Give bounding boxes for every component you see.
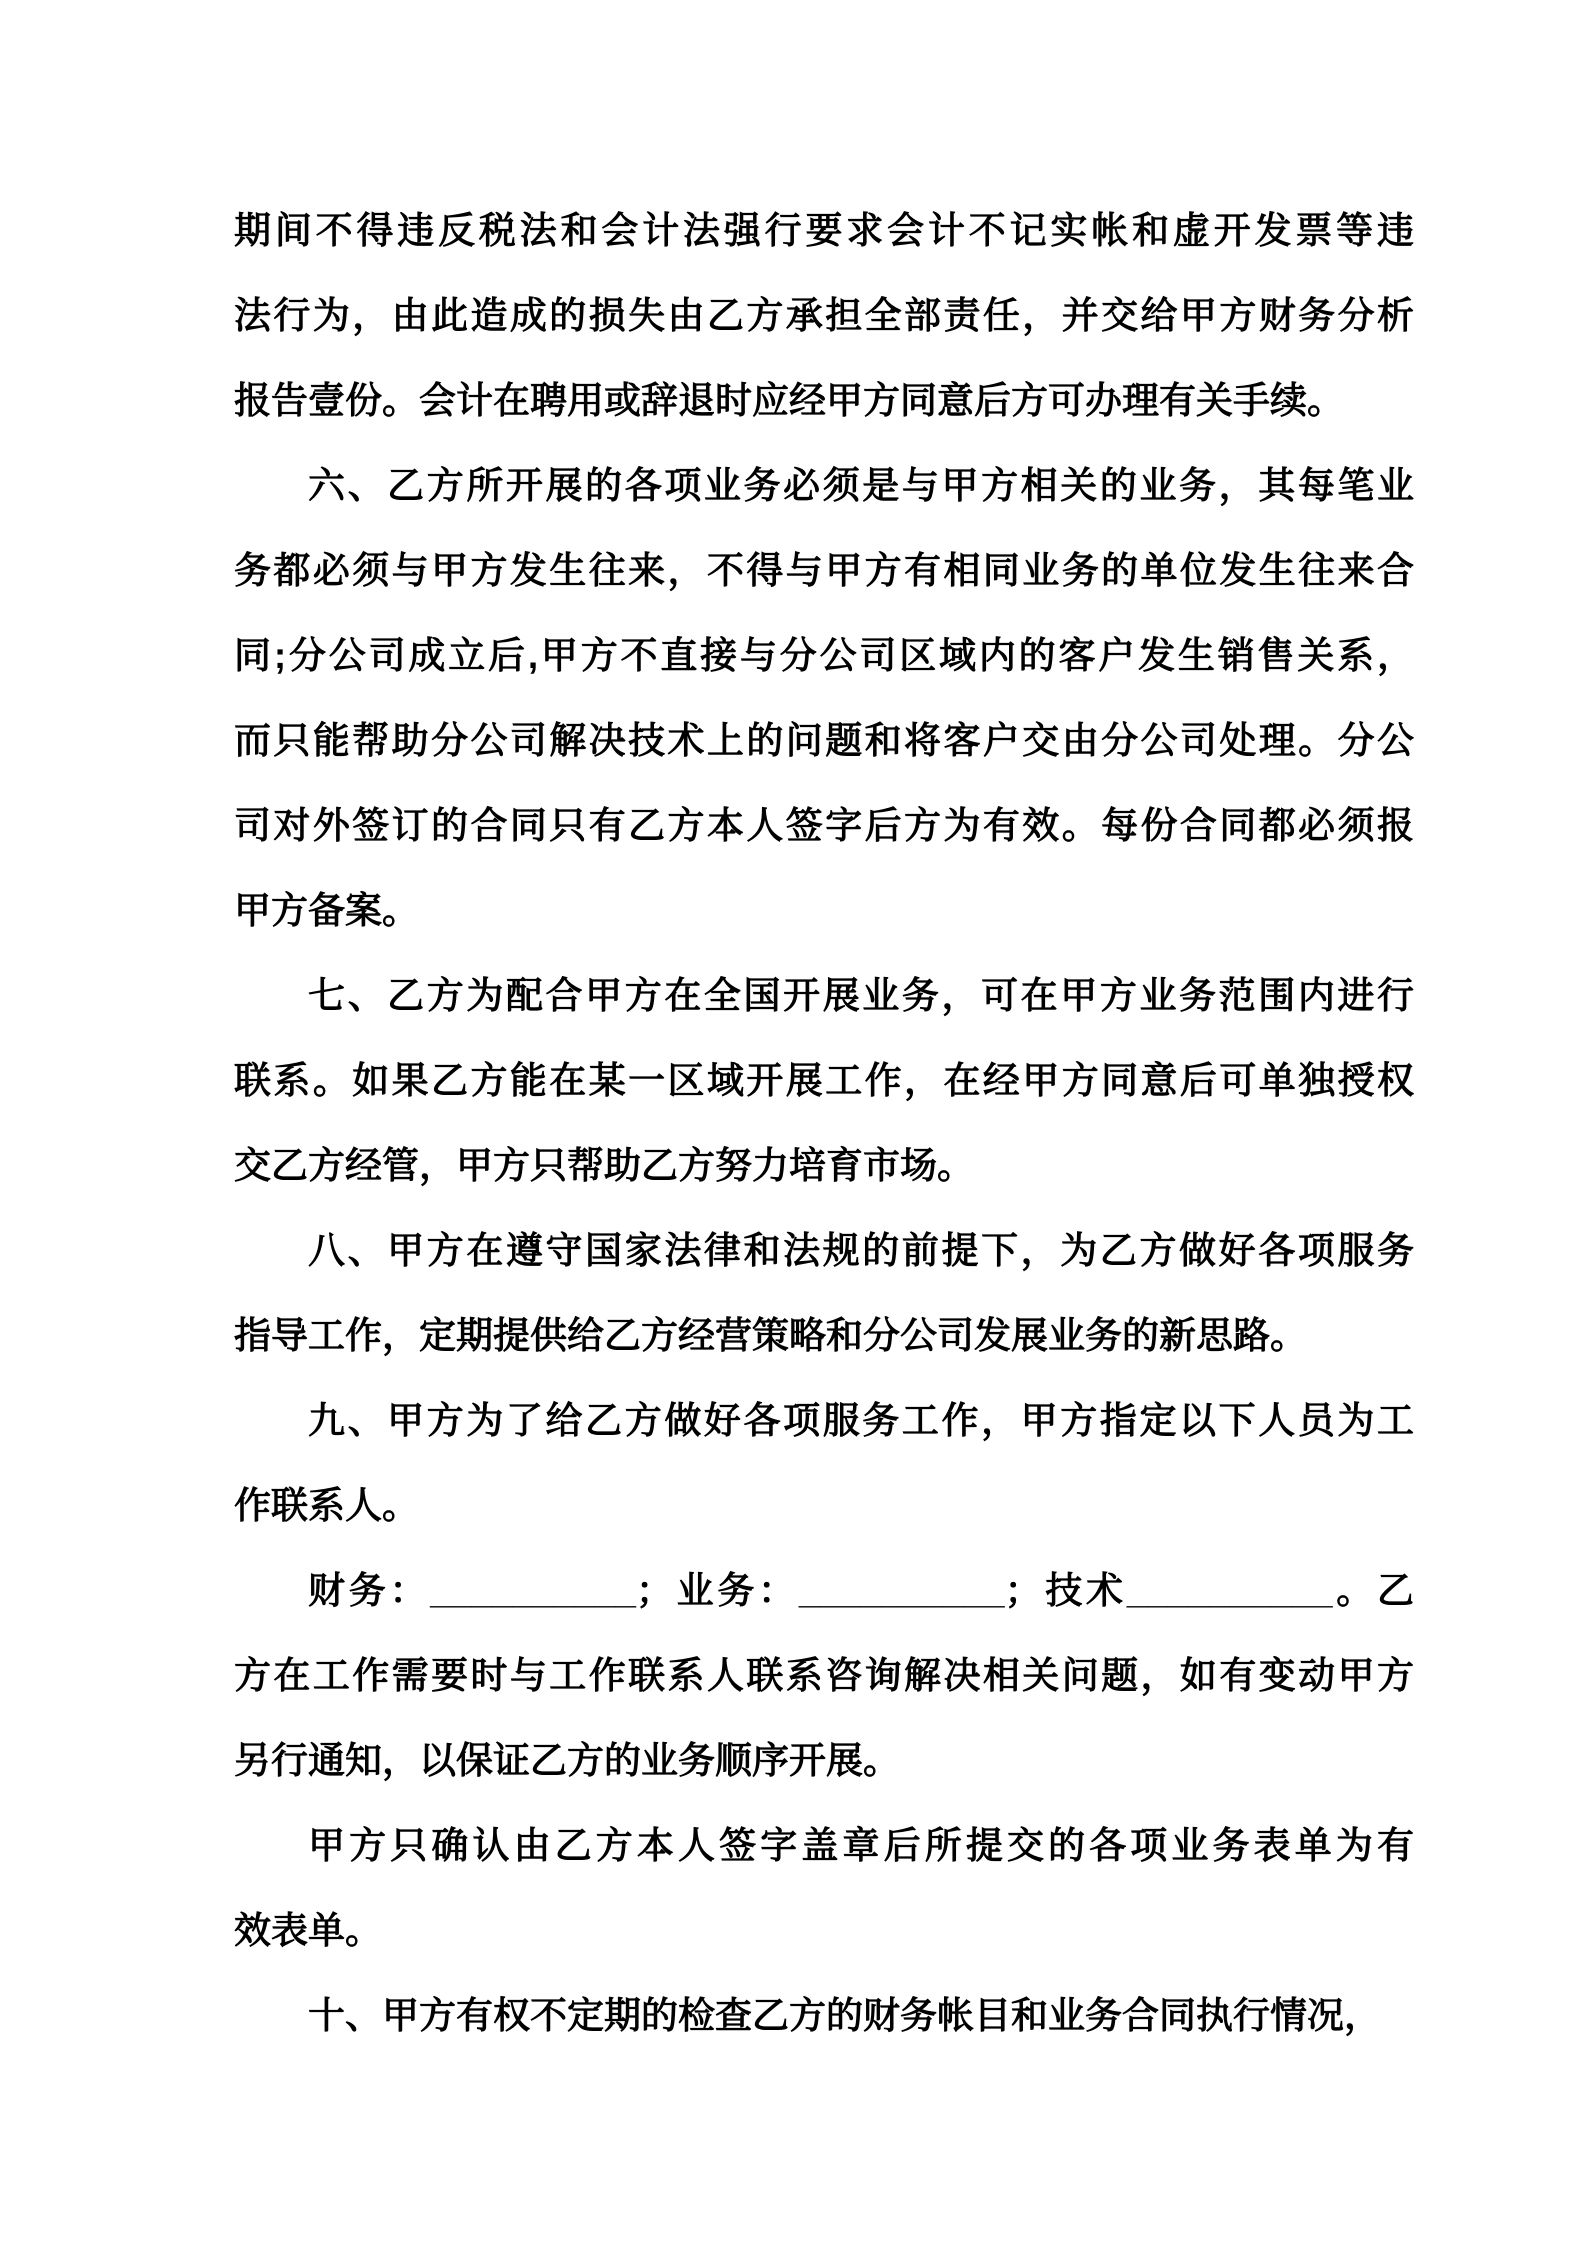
text-line: 同;分公司成立后,甲方不直接与分公司区域内的客户发生销售关系，	[234, 635, 1414, 676]
text-line: 作联系人。	[234, 1485, 419, 1526]
text-line: 另行通知，以保证乙方的业务顺序开展。	[234, 1740, 900, 1781]
text-line: 而只能帮助分公司解决技术上的问题和将客户交由分公司处理。分公	[234, 720, 1414, 761]
text-line: 期间不得违反税法和会计法强行要求会计不记实帐和虚开发票等违	[234, 210, 1414, 251]
text-line: 八、甲方在遵守国家法律和法规的前提下，为乙方做好各项服务	[308, 1230, 1414, 1271]
text-line: 报告壹份。会计在聘用或辞退时应经甲方同意后方可办理有关手续。	[234, 380, 1344, 421]
text-line: 指导工作，定期提供给乙方经营策略和分公司发展业务的新思路。	[234, 1315, 1307, 1356]
text-line: 七、乙方为配合甲方在全国开展业务，可在甲方业务范围内进行	[308, 975, 1414, 1016]
document-body	[234, 188, 1414, 2058]
text-line: 甲方只确认由乙方本人签字盖章后所提交的各项业务表单为有	[308, 1825, 1414, 1866]
text-line: 效表单。	[234, 1910, 382, 1951]
text-line: 六、乙方所开展的各项业务必须是与甲方相关的业务，其每笔业	[308, 465, 1414, 506]
text-line: 务都必须与甲方发生往来，不得与甲方有相同业务的单位发生往来合	[234, 550, 1414, 591]
text-line: 十、甲方有权不定期的检查乙方的财务帐目和业务合同执行情况，	[308, 1995, 1381, 2036]
text-line: 交乙方经管，甲方只帮助乙方努力培育市场。	[234, 1145, 974, 1186]
text-line: 九、甲方为了给乙方做好各项服务工作，甲方指定以下人员为工	[308, 1400, 1414, 1441]
text-line: 司对外签订的合同只有乙方本人签字后方为有效。每份合同都必须报	[234, 805, 1414, 846]
text-line: 甲方备案。	[234, 890, 419, 931]
text-line: 法行为，由此造成的损失由乙方承担全部责任，并交给甲方财务分析	[234, 295, 1414, 336]
text-line: 联系。如果乙方能在某一区域开展工作，在经甲方同意后可单独授权	[234, 1060, 1414, 1101]
text-line: 方在工作需要时与工作联系人联系咨询解决相关问题，如有变动甲方	[234, 1655, 1414, 1696]
text-line: 财务：__________；业务：__________；技术__________。乙	[308, 1570, 1414, 1611]
